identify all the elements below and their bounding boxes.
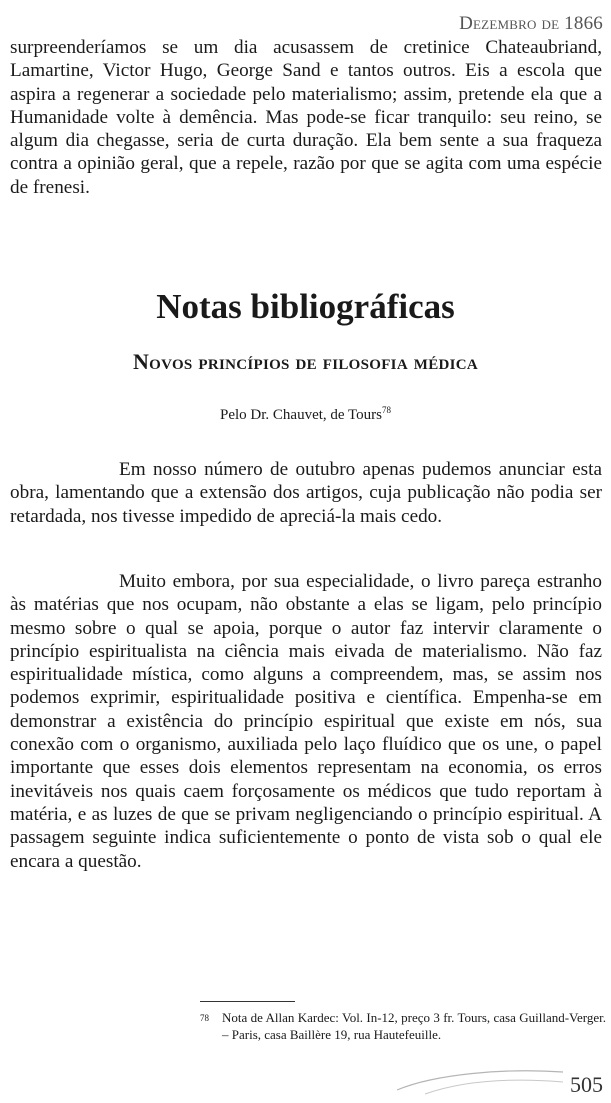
paragraph-continued: surpreenderíamos se um dia acusassem de cretinice Chateaubriand, Lamartine, Victor Hugo, George Sand e tantos outros. Eis a escola que aspira a regenerar a sociedade pelo materialismo; assim, pretende ela que a Humanidade volte à demência. Mas pode-se ficar tranquilo: seu reino, se algum dia chegasse, seria de curta duração. Ela bem sente a sua fraqueza contra a opinião geral, que a repele, razão por que se agita com uma espécie de frenesi. [10, 37, 602, 198]
paragraph-intro: Em nosso número de outubro apenas pudemos anunciar esta obra, lamentando que a extensão dos artigos, cuja publicação não podia ser retardada, nos tivesse impedido de apreciá-la mais cedo. [10, 459, 602, 527]
footnote-reference[interactable]: 78 [382, 405, 391, 415]
section-subtitle: Novos princípios de filosofia médica [132, 349, 479, 374]
footnote [200, 1010, 606, 1043]
byline [0, 405, 611, 424]
footnote-number: 78 [200, 1013, 209, 1023]
footnote-text: Nota de Allan Kardec: Vol. In-12, preço 3 fr. Tours, casa Guilland-Verger. – Paris, casa Baillère 19, rua Hautefeuille. [222, 1010, 606, 1042]
page-ornament-icon [395, 1060, 565, 1100]
footnote-divider [200, 1001, 295, 1002]
section-title: Notas bibliográficas [156, 287, 455, 326]
running-header: Dezembro de 1866 [459, 13, 603, 34]
byline-text: Pelo Dr. Chauvet, de Tours [220, 407, 382, 423]
page-number: 505 [570, 1072, 603, 1097]
paragraph-body: Muito embora, por sua especialidade, o livro pareça estranho às matérias que nos ocupam, não obstante a elas se ligam, pelo princípio mesmo sobre o qual se apoia, porque o autor faz intervir claramente o princípio espiritualista na ciência mais eivada de materialismo. Não faz espiritualidade mística, como alguns a compreendem, mas, se assim nos podemos exprimir, espiritualidade positiva e científica. Empenha-se em demonstrar a existência do princípio espiritual que existe em nós, sua conexão com o organismo, auxiliada pelo laço fluídico que os une, o papel importante que esses dois elementos representam na economia, os erros inevitáveis nos quais caem forçosamente os médicos que tudo reportam à matéria, e as luzes de que se privam negligenciando o princípio espiritual. A passagem seguinte indica suficientemente o ponto de vista sob o qual ele encara a questão. [10, 571, 602, 872]
